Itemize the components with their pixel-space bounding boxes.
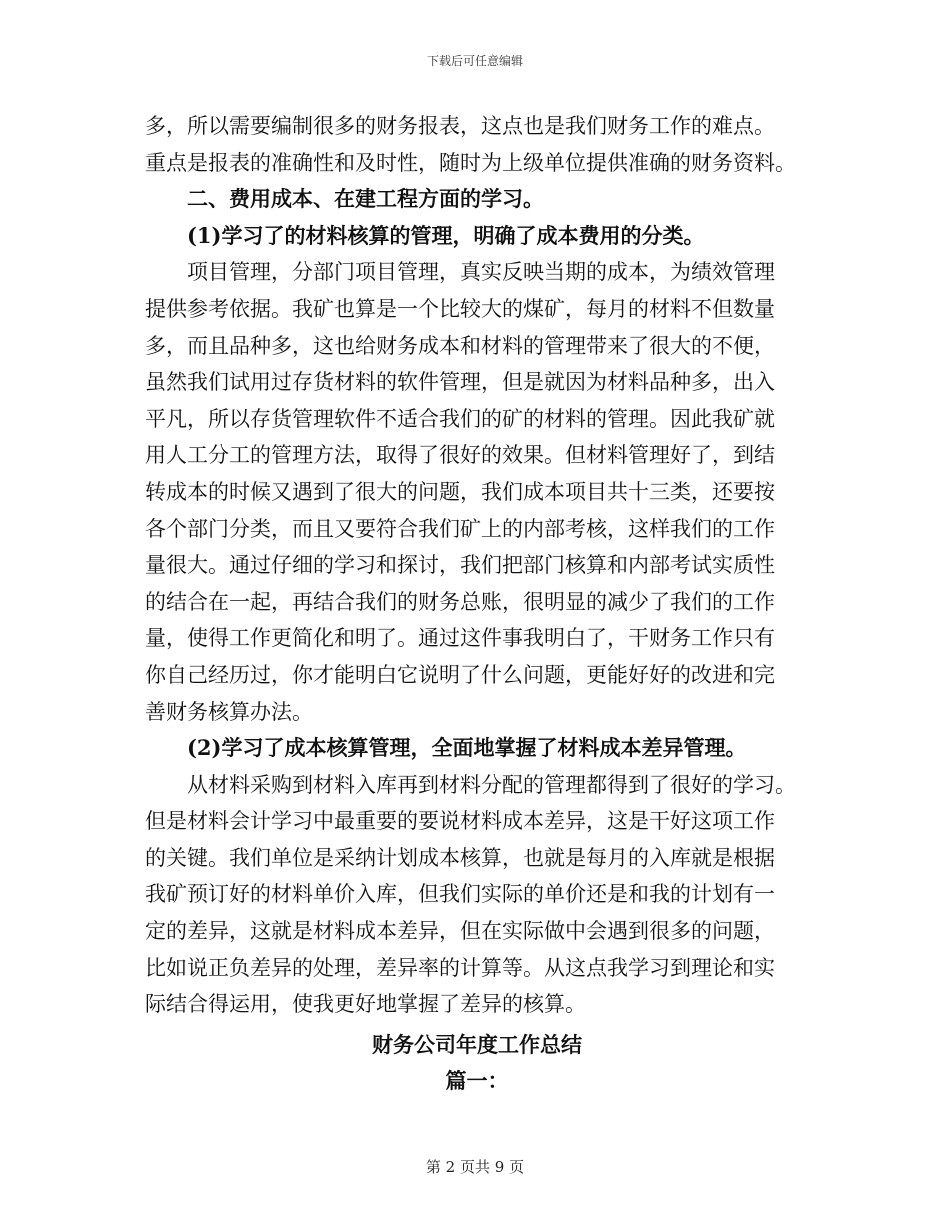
body-line: 提供参考依据。我矿也算是一个比较大的煤矿，每月的材料不但数量 xyxy=(145,296,775,321)
body-line: 重点是报表的准确性和及时性，随时为上级单位提供准确的财务资料。 xyxy=(145,150,796,175)
document-title: 财务公司年度工作总结 xyxy=(372,1031,582,1057)
body-line: 比如说正负差异的处理，差异率的计算等。从这点我学习到理论和实 xyxy=(145,955,775,980)
body-line: 各个部门分类，而且又要符合我们矿上的内部考核，这样我们的工作 xyxy=(145,516,775,541)
document-subtitle: 篇一： xyxy=(445,1068,509,1094)
body-line: 定的差异，这就是材料成本差异，但在实际做中会遇到很多的问题， xyxy=(145,919,775,944)
body-line: 项目管理，分部门项目管理，真实反映当期的成本，为绩效管理 xyxy=(187,260,775,285)
body-line: 的关键。我们单位是采纳计划成本核算，也就是每月的入库就是根据 xyxy=(145,845,775,870)
subsection-heading: (2)学习了成本核算管理，全面地掌握了材料成本差异管理。 xyxy=(187,735,747,761)
body-line: 你自己经历过，你才能明白它说明了什么问题，更能好好的改进和完 xyxy=(145,662,775,687)
body-line: 的结合在一起，再结合我们的财务总账，很明显的减少了我们的工作 xyxy=(145,589,775,614)
body-line: 量，使得工作更简化和明了。通过这件事我明白了，干财务工作只有 xyxy=(145,626,775,651)
body-line: 多，而且品种多，这也给财务成本和材料的管理带来了很大的不便， xyxy=(145,333,775,358)
body-line: 多，所以需要编制很多的财务报表，这点也是我们财务工作的难点。 xyxy=(145,114,775,138)
document-body xyxy=(145,108,809,1100)
body-line: 平凡，所以存货管理软件不适合我们的矿的材料的管理。因此我矿就 xyxy=(145,406,775,431)
subsection-heading: (1)学习了的材料核算的管理，明确了成本费用的分类。 xyxy=(187,222,705,248)
body-line: 从材料采购到材料入库再到材料分配的管理都得到了很好的学习。 xyxy=(187,772,796,797)
body-line: 我矿预订好的材料单价入库，但我们实际的单价还是和我的计划有一 xyxy=(145,882,775,907)
body-line: 转成本的时候又遇到了很大的问题，我们成本项目共十三类，还要按 xyxy=(145,479,775,504)
body-line: 际结合得运用，使我更好地掌握了差异的核算。 xyxy=(145,992,586,1017)
body-line: 用人工分工的管理方法，取得了很好的效果。但材料管理好了，到结 xyxy=(145,443,775,468)
body-line: 但是材料会计学习中最重要的要说材料成本差异，这是干好这项工作 xyxy=(145,809,775,834)
body-line: 量很大。通过仔细的学习和探讨，我们把部门核算和内部考试实质性 xyxy=(145,553,775,578)
page-header: 下载后可任意编辑 xyxy=(426,54,523,68)
page-footer: 第 2 页共 9 页 xyxy=(425,1158,525,1176)
body-line: 善财务核算办法。 xyxy=(145,699,313,724)
section-heading: 二、费用成本、在建工程方面的学习。 xyxy=(187,186,544,212)
body-line: 虽然我们试用过存货材料的软件管理，但是就因为材料品种多，出入 xyxy=(145,370,775,395)
